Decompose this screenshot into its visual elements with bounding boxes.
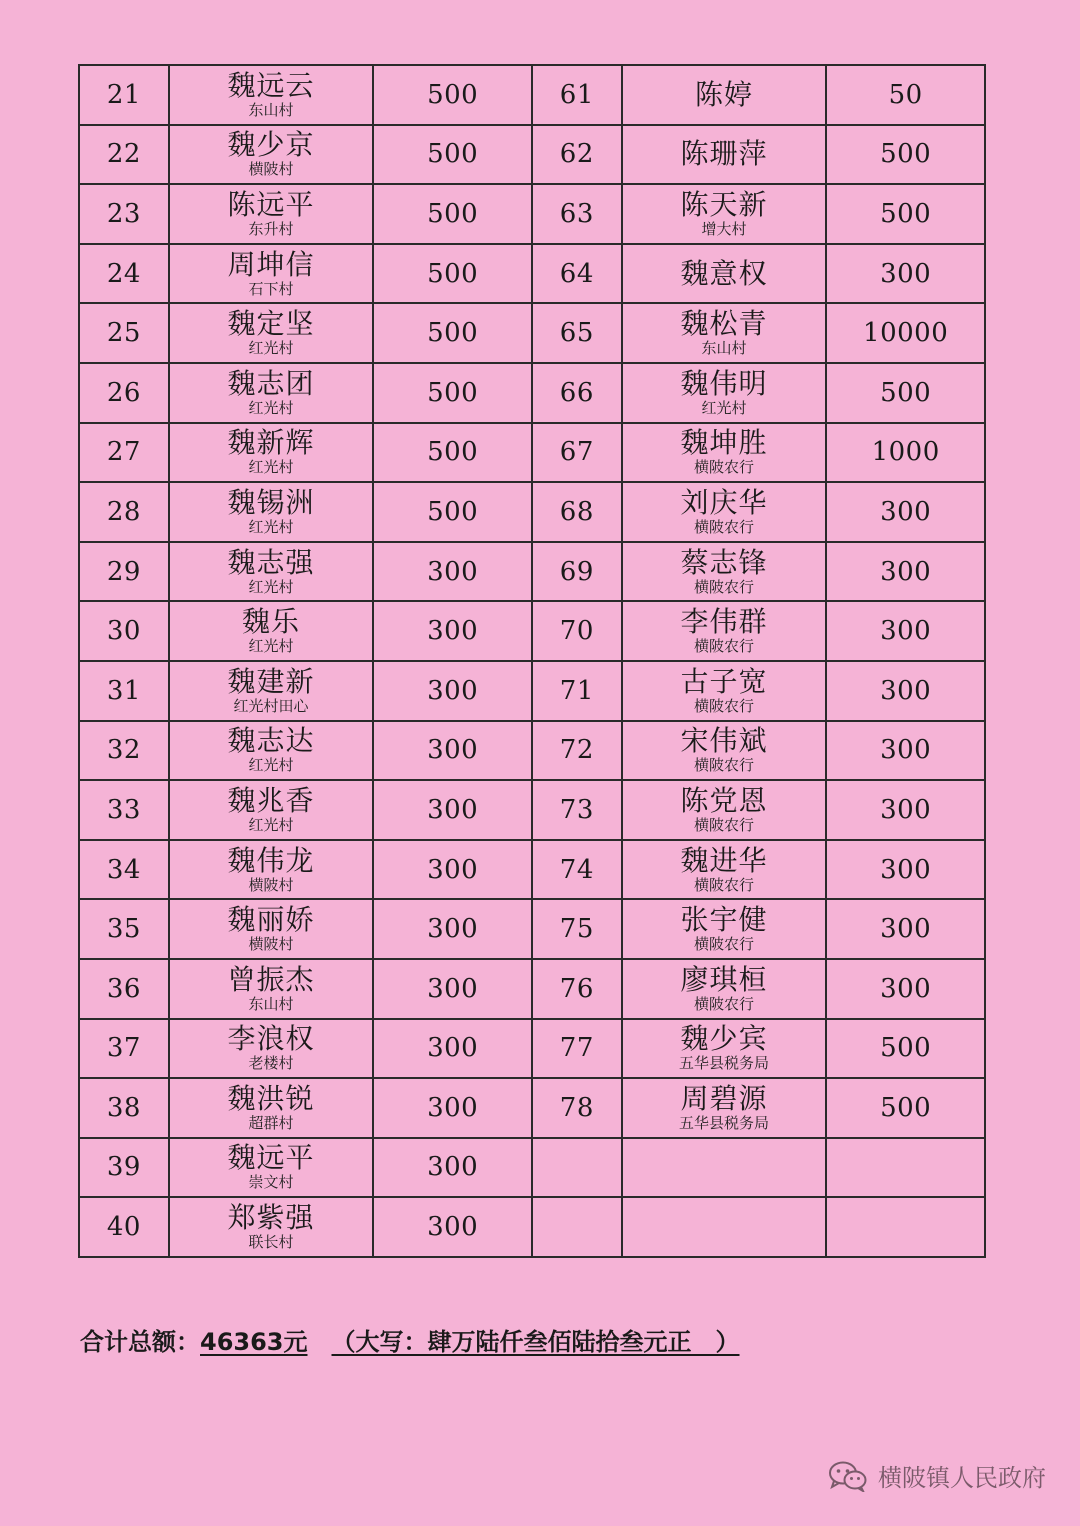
donation-amount: 500 [373,303,532,363]
donor-info [623,137,826,171]
donor-name: 魏志团 [227,366,315,400]
entry-number: 78 [532,1078,622,1138]
total-line [80,1322,740,1357]
entry-number [532,1138,622,1198]
donation-amount: 300 [826,780,985,840]
table-row [79,959,985,1019]
entry-number: 73 [532,780,622,840]
donor-affiliation: 红光村 [248,815,294,834]
donor-affiliation: 增大村 [701,219,747,238]
donor-cell [169,184,374,244]
donor-name: 魏锡洲 [227,485,315,519]
entry-number: 39 [79,1138,169,1198]
donor-cell [169,601,374,661]
donor-info [170,1022,373,1073]
donor-affiliation: 崇文村 [248,1173,294,1192]
donor-affiliation: 横陂农行 [694,875,755,894]
donor-cell [622,1197,827,1257]
donation-amount: 50 [826,65,985,125]
donor-cell [169,363,374,423]
donor-info [170,485,373,536]
donor-info [623,1022,826,1073]
entry-number: 72 [532,721,622,781]
entry-number: 32 [79,721,169,781]
total-amount-in-words: （大写：肆万陆仟叁佰陆拾叁元正 ） [331,1328,740,1356]
donor-affiliation: 红光村 [248,577,294,596]
donor-name: 魏少宾 [680,1022,768,1056]
table-row [79,1138,985,1198]
entry-number: 21 [79,65,169,125]
donor-cell [169,1138,374,1198]
donor-info [623,724,826,775]
donor-info [170,366,373,417]
donor-name: 魏松青 [680,307,768,341]
donor-name: 周碧源 [680,1081,768,1115]
entry-number: 27 [79,423,169,483]
table-row [79,1197,985,1257]
donor-affiliation: 横陂农行 [694,994,755,1013]
donor-info [623,366,826,417]
donor-cell [622,840,827,900]
entry-number: 22 [79,125,169,185]
donor-info [170,903,373,954]
table-row [79,899,985,959]
donor-info [170,187,373,238]
donor-info [170,1141,373,1192]
donor-info [623,545,826,596]
donation-amount: 500 [373,125,532,185]
donor-cell [622,363,827,423]
entry-number: 37 [79,1019,169,1079]
donor-affiliation: 东山村 [248,100,294,119]
donation-amount: 300 [373,721,532,781]
entry-number: 71 [532,661,622,721]
donor-name: 魏兆香 [227,783,315,817]
donor-affiliation: 红光村 [248,756,294,775]
table-row [79,840,985,900]
donor-affiliation: 五华县税务局 [679,1113,770,1132]
donor-name: 陈远平 [227,187,315,221]
donation-amount: 300 [373,542,532,602]
donor-affiliation: 横陂农行 [694,458,755,477]
donor-info [170,605,373,656]
donor-affiliation: 横陂村 [248,160,294,179]
table-row [79,482,985,542]
donor-name: 魏伟龙 [227,843,315,877]
donation-amount: 500 [826,363,985,423]
entry-number: 33 [79,780,169,840]
donation-amount: 300 [826,482,985,542]
donation-amount: 1000 [826,423,985,483]
donor-cell [169,1197,374,1257]
donor-cell [622,423,827,483]
donor-affiliation: 横陂农行 [694,756,755,775]
donor-cell [622,1138,827,1198]
donor-info [170,843,373,894]
donor-name: 魏乐 [242,605,301,639]
donor-name: 刘庆华 [680,485,768,519]
entry-number: 67 [532,423,622,483]
entry-number: 68 [532,482,622,542]
donor-cell [622,899,827,959]
donor-affiliation: 横陂村 [248,875,294,894]
donor-affiliation: 横陂农行 [694,577,755,596]
donor-info [170,962,373,1013]
table-row [79,542,985,602]
donor-cell [169,840,374,900]
donor-cell [169,959,374,1019]
table-row [79,721,985,781]
donor-name: 魏伟明 [680,366,768,400]
entry-number: 30 [79,601,169,661]
donation-amount: 500 [373,244,532,304]
donor-affiliation: 横陂村 [248,935,294,954]
donor-info [623,307,826,358]
entry-number: 29 [79,542,169,602]
donor-info [623,485,826,536]
donation-amount: 300 [373,780,532,840]
donor-cell [622,601,827,661]
donor-affiliation: 横陂农行 [694,935,755,954]
donor-cell [622,244,827,304]
donation-amount: 300 [826,661,985,721]
donor-name: 廖琪桓 [680,962,768,996]
donation-amount: 300 [826,840,985,900]
donation-amount: 300 [826,899,985,959]
donation-amount: 300 [373,661,532,721]
donor-affiliation: 东升村 [248,219,294,238]
entry-number: 76 [532,959,622,1019]
donor-name: 魏新辉 [227,426,315,460]
entry-number: 65 [532,303,622,363]
donor-cell [622,1078,827,1138]
account-watermark [828,1458,1046,1493]
donation-amount [826,1138,985,1198]
table-row [79,1078,985,1138]
entry-number: 24 [79,244,169,304]
donor-name: 曾振杰 [227,962,315,996]
table-row [79,363,985,423]
donor-cell [622,65,827,125]
donor-cell [622,303,827,363]
donor-name: 陈天新 [680,187,768,221]
entry-number: 66 [532,363,622,423]
entry-number: 69 [532,542,622,602]
donor-name: 魏丽娇 [227,903,315,937]
donor-affiliation: 联长村 [248,1233,294,1252]
donor-info [170,724,373,775]
entry-number: 74 [532,840,622,900]
entry-number: 63 [532,184,622,244]
watermark-text: 横陂镇人民政府 [878,1464,1046,1492]
donor-cell [169,244,374,304]
donor-name: 郑紫强 [227,1201,315,1235]
donation-amount: 300 [826,721,985,781]
entry-number: 77 [532,1019,622,1079]
donor-name: 李伟群 [680,605,768,639]
donation-amount: 300 [373,899,532,959]
donor-cell [169,303,374,363]
donation-amount: 500 [373,184,532,244]
donor-affiliation: 东山村 [248,994,294,1013]
donor-affiliation: 横陂农行 [694,637,755,656]
donor-cell [622,1019,827,1079]
donor-affiliation: 红光村 [248,398,294,417]
entry-number: 31 [79,661,169,721]
donation-amount [826,1197,985,1257]
entry-number: 64 [532,244,622,304]
donor-cell [169,1078,374,1138]
entry-number: 23 [79,184,169,244]
donor-affiliation: 东山村 [701,339,747,358]
donor-info [170,1201,373,1252]
donation-amount: 500 [373,65,532,125]
donor-info [623,187,826,238]
table-row [79,184,985,244]
donor-info [623,256,826,290]
donor-info [170,68,373,119]
donor-name: 魏志达 [227,724,315,758]
donor-affiliation: 红光村田心 [233,696,309,715]
donor-info [170,783,373,834]
entry-number: 61 [532,65,622,125]
donation-amount: 500 [826,1078,985,1138]
donation-amount: 300 [373,1138,532,1198]
donor-cell [169,542,374,602]
entry-number: 75 [532,899,622,959]
entry-number: 36 [79,959,169,1019]
table-row [79,244,985,304]
donor-cell [169,482,374,542]
donor-info [623,605,826,656]
donor-info [170,307,373,358]
donor-info [623,664,826,715]
entry-number: 35 [79,899,169,959]
donor-name: 魏少京 [227,128,315,162]
donor-cell [622,780,827,840]
donor-cell [622,184,827,244]
donor-info [170,545,373,596]
donation-amount: 300 [826,244,985,304]
donor-cell [169,780,374,840]
donor-cell [169,125,374,185]
donation-amount: 300 [373,1078,532,1138]
donor-affiliation: 红光村 [248,458,294,477]
donor-cell [622,661,827,721]
donor-info [170,426,373,477]
donor-cell [622,959,827,1019]
donor-affiliation: 超群村 [248,1113,294,1132]
donor-affiliation: 横陂农行 [694,815,755,834]
donor-name: 周坤信 [227,247,315,281]
donation-table-body [79,65,985,1257]
table-row [79,780,985,840]
total-amount: 46363元 [200,1328,308,1356]
donor-cell [169,1019,374,1079]
donor-affiliation: 五华县税务局 [679,1054,770,1073]
donor-info [623,77,826,111]
donation-amount: 300 [373,959,532,1019]
donor-cell [622,542,827,602]
table-row [79,125,985,185]
donor-name: 陈珊萍 [680,137,768,171]
entry-number: 28 [79,482,169,542]
donor-info [623,962,826,1013]
donor-info [623,1081,826,1132]
entry-number: 70 [532,601,622,661]
donor-cell [622,482,827,542]
donor-cell [169,661,374,721]
donor-info [170,247,373,298]
table-row [79,303,985,363]
donor-name: 魏建新 [227,664,315,698]
donor-name: 魏坤胜 [680,426,768,460]
entry-number [532,1197,622,1257]
donor-affiliation: 横陂农行 [694,517,755,536]
donor-name: 蔡志锋 [680,545,768,579]
donor-affiliation: 红光村 [248,637,294,656]
entry-number: 38 [79,1078,169,1138]
donor-name: 古子宽 [680,664,768,698]
donor-info [170,128,373,179]
donor-cell [622,721,827,781]
entry-number: 34 [79,840,169,900]
donor-name: 魏远云 [227,68,315,102]
donation-amount: 300 [373,1019,532,1079]
donor-cell [169,721,374,781]
donor-name: 李浪权 [227,1022,315,1056]
donor-name: 魏远平 [227,1141,315,1175]
entry-number: 62 [532,125,622,185]
donor-info [623,426,826,477]
donor-affiliation: 老楼村 [248,1054,294,1073]
donor-affiliation: 红光村 [701,398,747,417]
donor-name: 魏意权 [680,256,768,290]
table-row [79,65,985,125]
donor-affiliation: 红光村 [248,339,294,358]
donor-info [170,664,373,715]
donor-info [623,783,826,834]
donor-info [623,903,826,954]
table-row [79,1019,985,1079]
donation-amount: 300 [373,840,532,900]
entry-number: 25 [79,303,169,363]
donation-amount: 300 [373,601,532,661]
entry-number: 40 [79,1197,169,1257]
donation-amount: 10000 [826,303,985,363]
donor-name: 魏志强 [227,545,315,579]
donation-amount: 300 [826,959,985,1019]
donor-cell [169,423,374,483]
donor-name: 魏进华 [680,843,768,877]
donor-name: 魏洪锐 [227,1081,315,1115]
donor-name: 宋伟斌 [680,724,768,758]
donation-amount: 500 [373,363,532,423]
total-label: 合计总额： [80,1328,200,1356]
donor-cell [169,899,374,959]
table-row [79,423,985,483]
donation-amount: 500 [373,482,532,542]
donor-affiliation: 红光村 [248,517,294,536]
wechat-icon [828,1460,868,1492]
donor-name: 魏定坚 [227,307,315,341]
donation-amount: 500 [373,423,532,483]
donor-name: 陈婷 [695,77,754,111]
donation-amount: 500 [826,184,985,244]
donation-amount: 300 [826,542,985,602]
donation-amount: 300 [373,1197,532,1257]
donor-name: 陈党恩 [680,783,768,817]
donation-amount: 500 [826,1019,985,1079]
donation-table [78,64,986,1258]
donor-cell [622,125,827,185]
entry-number: 26 [79,363,169,423]
donor-info [623,843,826,894]
donor-cell [169,65,374,125]
donor-info [170,1081,373,1132]
table-row [79,601,985,661]
donor-affiliation: 石下村 [248,279,294,298]
table-row [79,661,985,721]
donation-amount: 300 [826,601,985,661]
donor-name: 张宇健 [680,903,768,937]
donor-affiliation: 横陂农行 [694,696,755,715]
donation-amount: 500 [826,125,985,185]
